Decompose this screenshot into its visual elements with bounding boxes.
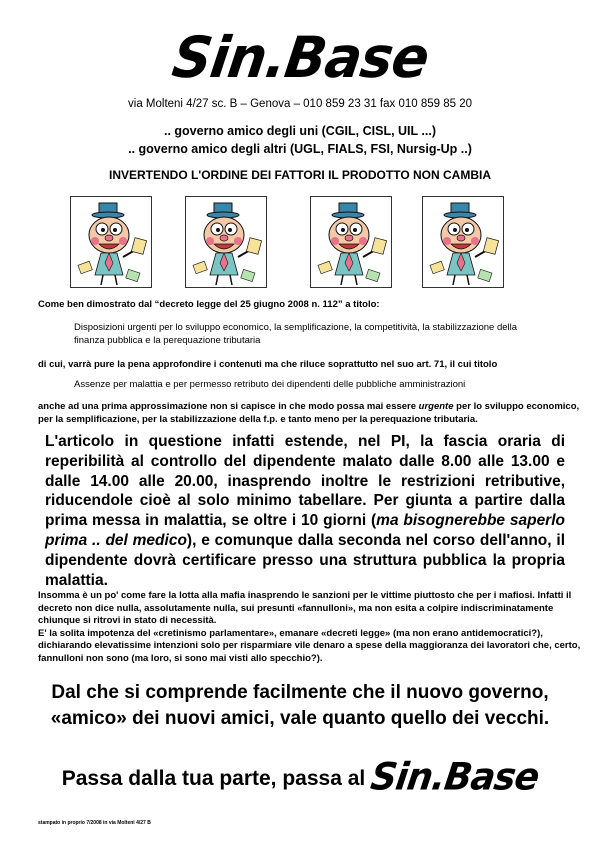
- cartoon-image: [70, 196, 152, 288]
- cartoon-image: [422, 196, 504, 288]
- conclusion: Dal che si comprende facilmente che il nuovo governo, «amico» dei nuovi amici, vale quanto quello dei vecchi.: [50, 682, 550, 729]
- cartoon-row: [70, 196, 530, 288]
- main-paragraph: L'articolo in questione infatti estende, nel PI, la fascia oraria di reperibilità al controllo del dipendente malato dalle 8.00 alle 13.00 e dalle 14.00 alle 20.00, inasprendo inoltre le restrizioni retributive, riducendole cioè al solo minimo tabellare. Per giunta a partire dalla prima messa in malattia, se oltre i 10 giorni (ma bisognerebbe saperlo prima .. del medico), e comunque dalla seconda nel corso dell'anno, il dipendente dovrà certificare presso una struttura pubblica la propria malattia.: [45, 433, 565, 589]
- sinbase-logo: Sin.Base: [168, 24, 433, 91]
- cartoon-image: [185, 196, 267, 288]
- paragraph-insomma: Insomma è un po' come fare la lotta alla mafia inasprendo le sanzioni per le vittime piuttosto che per i mafiosi. Infatti il decreto non dice nulla, assolutamente nulla, sui presunti «fannulloni», ma non esita a colpire indiscriminatamente chiunque si ritrovi in stato di necessità. E' la solita impotenza del «cretinismo parlamentare», emanare «decreti legge» (ma non erano antidemocratici?), dichiarando elevatissime intenzioni solo per risparmiare vile denaro a spese della maggioranza dei lavoratori che, certo, fannulloni non sono (ma loro, si sono mai visti allo specchio?).: [38, 590, 581, 664]
- paragraph-urgente: anche ad una prima approssimazione non si capisce in che modo possa mai essere urgente per lo sviluppo economico, per la semplificazione, per la stabilizzazione della f.p. e tanto meno per la perequazione tributaria.: [38, 401, 580, 425]
- cartoon-image: [310, 196, 392, 288]
- gov-line-1: .. governo amico degli uni (CGIL, CISL, UIL ...): [163, 124, 436, 138]
- cartoon-figure-icon: [311, 197, 391, 287]
- call-to-action: Passa dalla tua parte, passa al Sin.Base: [61, 755, 542, 799]
- intro-text: Come ben dimostrato dal “decreto legge del 25 giugno 2008 n. 112” a titolo:: [38, 299, 380, 310]
- headline: INVERTENDO L'ORDINE DEI FATTORI IL PRODOTTO NON CAMBIA: [109, 168, 491, 182]
- article-intro: di cui, varrà pure la pena approfondire i contenuti ma che riluce soprattutto nel suo art. 71, il cui titolo: [38, 359, 498, 370]
- header-logo: [0, 24, 600, 91]
- cartoon-figure-icon: [71, 197, 151, 287]
- print-note: stampato in proprio 7/2008 in via Molteni 4/27 B: [38, 820, 151, 826]
- decree-title: Disposizioni urgenti per lo sviluppo economico, la semplificazione, la competitività, la stabilizzazione della finanza pubblica e la perequazione tributaria: [74, 322, 518, 346]
- address-line: via Molteni 4/27 sc. B – Genova – 010 859 23 31 fax 010 859 85 20: [128, 98, 472, 110]
- cartoon-figure-icon: [423, 197, 503, 287]
- cartoon-figure-icon: [186, 197, 266, 287]
- article-title: Assenze per malattia e per permesso retributo dei dipendenti delle pubbliche amministrazioni: [74, 379, 466, 390]
- gov-line-2: .. governo amico degli altri (UGL, FIALS, FSI, Nursig-Up ..): [128, 142, 472, 156]
- sinbase-logo-footer: Sin.Base: [368, 755, 542, 799]
